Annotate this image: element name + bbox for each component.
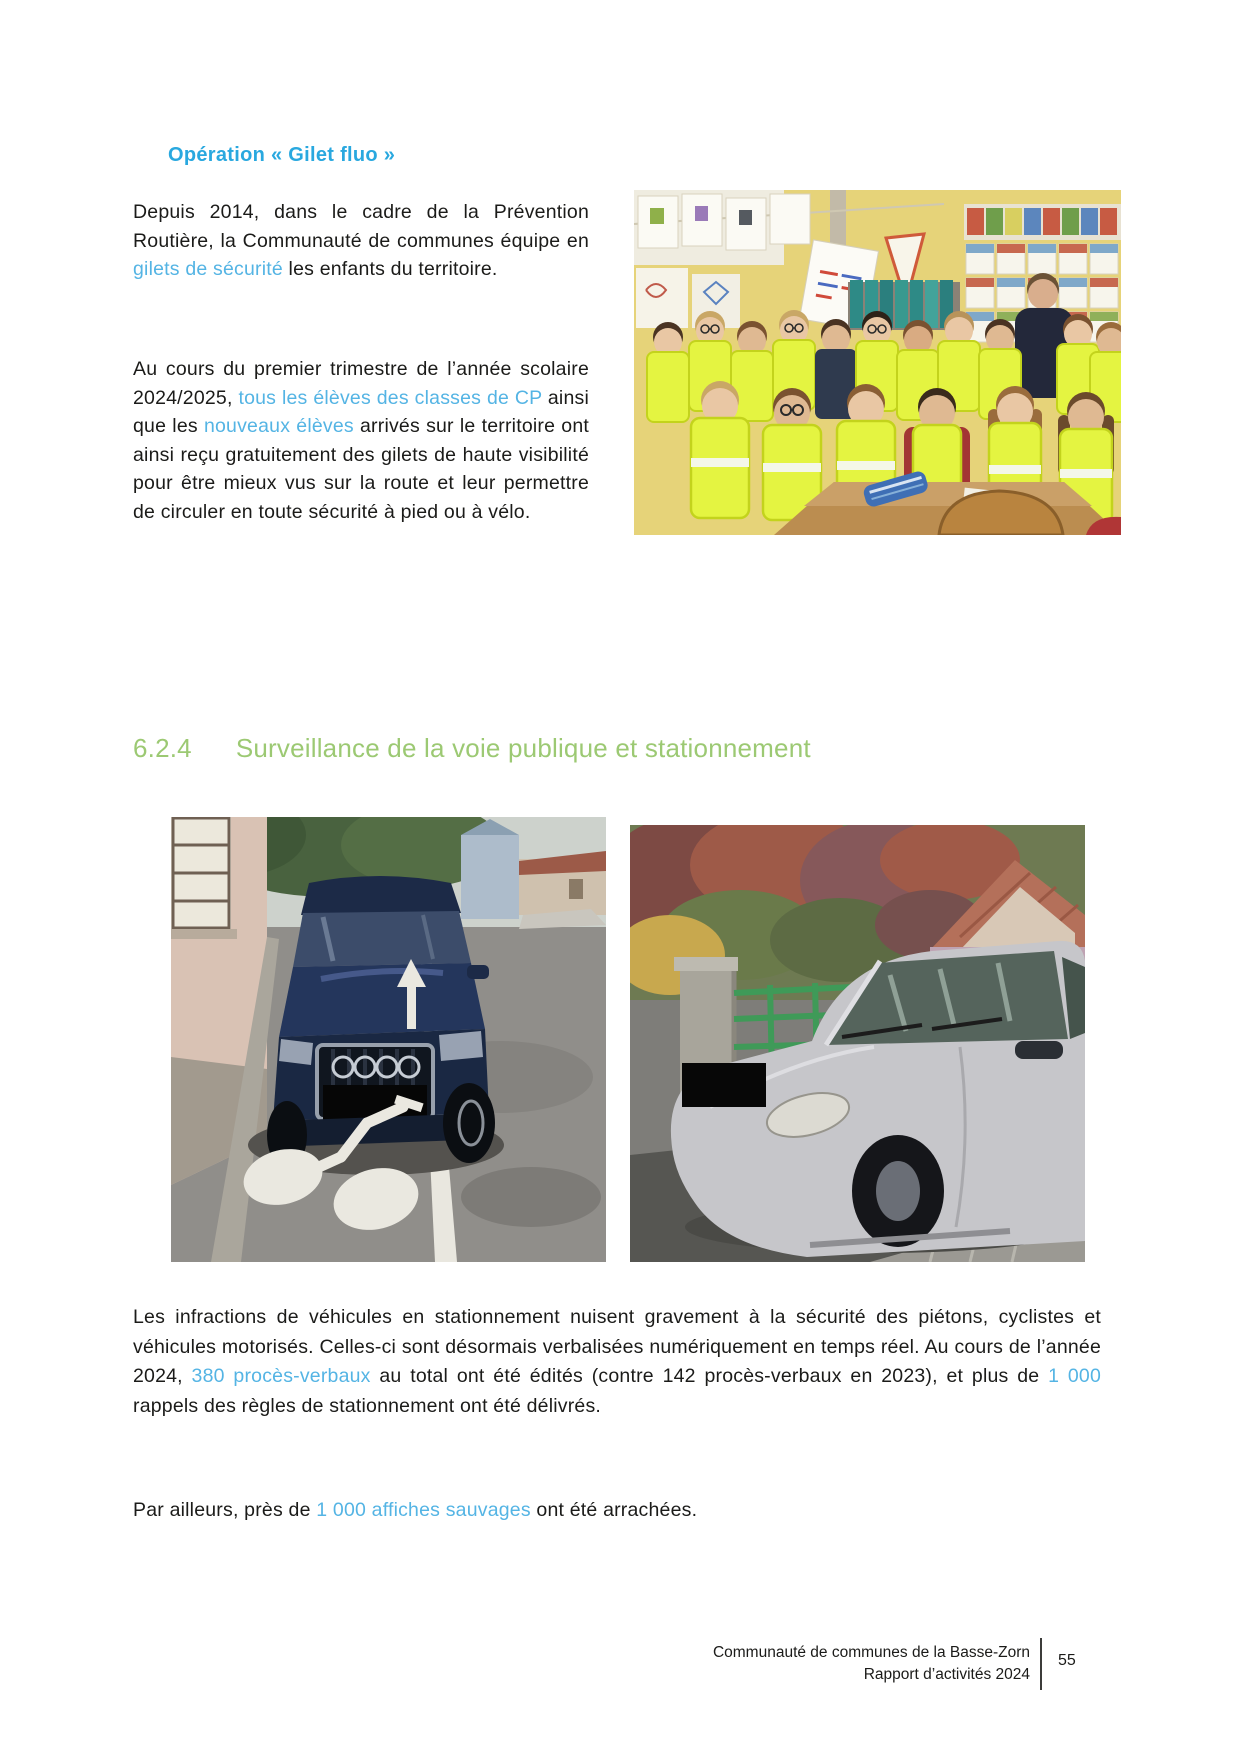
classroom-photo-illustration bbox=[634, 190, 1121, 535]
minivan-photo-illustration bbox=[630, 825, 1085, 1262]
section-number: 6.2.4 bbox=[133, 733, 192, 763]
gilet-paragraph-1: Depuis 2014, dans le cadre de la Prévention Routière, la Communauté de communes équipe en gilets de sécurité les enfants du territoire. bbox=[133, 201, 589, 281]
gilet-fluo-heading: Opération « Gilet fluo » bbox=[168, 144, 396, 166]
blurred-license-plate bbox=[682, 1063, 766, 1107]
silver-minivan-photo bbox=[630, 825, 1085, 1262]
classroom-children-vests-photo bbox=[634, 190, 1121, 535]
page-number: 55 bbox=[1058, 1652, 1076, 1669]
suv-on-bike-lane-photo bbox=[171, 817, 606, 1262]
gilet-paragraph-2: Au cours du premier trimestre de l’année scolaire 2024/2025, tous les élèves des classes de CP ainsi que les nouveaux élèves arrivés sur le territoire ont ainsi reçu gratuitement des gilets de haute visibilité pour être mieux vus sur la route et leur permettre de circuler en toute sécurité à pied ou à vélo. bbox=[133, 358, 589, 523]
surveillance-paragraph-2: Par ailleurs, près de 1 000 affiches sauvages ont été arrachées. bbox=[133, 1499, 698, 1521]
footer-text bbox=[713, 1642, 1030, 1686]
footer-organization: Communauté de communes de la Basse-Zorn bbox=[712, 1644, 1030, 1661]
surveillance-paragraph-1: Les infractions de véhicules en stationnement nuisent gravement à la sécurité des piétons, cyclistes et véhicules motorisés. Celles-ci sont désormais verbalisées numériquement en temps réel. Au cours de l’année 2024, 380 procès-verbaux au total ont été édités (contre 142 procès-verbaux en 2023), et plus de 1 000 rappels des règles de stationnement ont été délivrés. bbox=[133, 1306, 1101, 1417]
suv-photo-illustration bbox=[171, 817, 606, 1262]
section-heading-6-2-4 bbox=[133, 733, 811, 764]
footer-divider bbox=[1040, 1638, 1042, 1690]
footer-report-title: Rapport d’activités 2024 bbox=[863, 1666, 1030, 1683]
section-title: Surveillance de la voie publique et stationnement bbox=[235, 733, 811, 763]
